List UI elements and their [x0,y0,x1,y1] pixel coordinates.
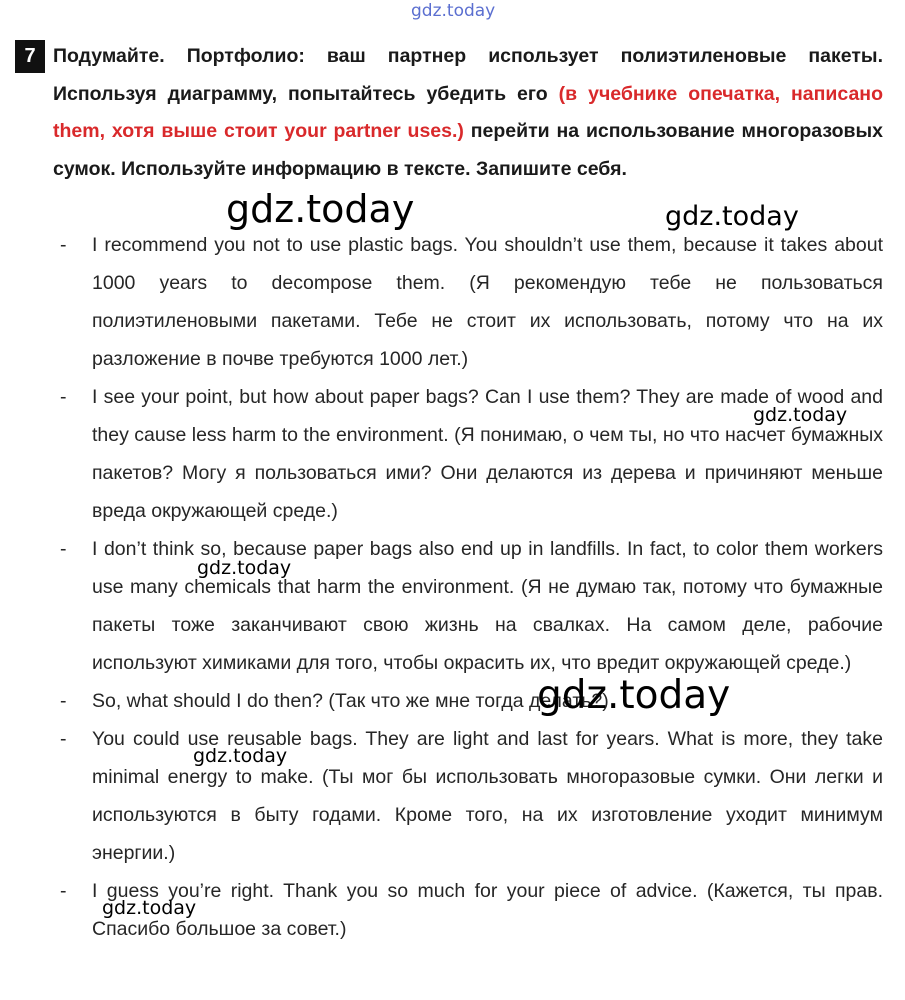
watermark-small: gdz.today [102,897,197,919]
task-text-before: Подумайте. Портфолио: ваш партнер использует полиэтиленовые пакеты. Используя диаграмму, попытайтесь убедить его [53,45,883,105]
watermark-large: gdz.today [226,187,415,231]
watermark-small: gdz.today [197,557,292,579]
dialogue-text: You could use reusable bags. They are light and last for years. What is more, they take minimal energy to make. (Ты мог бы использовать многоразовые сумки. Они легки и используются в быту годами. Кроме того, на их изготовление уходит минимум энергии.) [92,728,883,864]
watermark-medium: gdz.today [665,201,799,232]
watermark-top: gdz.today [411,1,496,21]
watermark-small: gdz.today [753,404,848,426]
dialogue-text: So, what should I do then? (Так что же мне тогда делать?) [92,690,609,712]
dialogue-dash: - [60,728,67,750]
dialogue-text: I see your point, but how about paper bags? Can I use them? They are made of wood and they cause less harm to the environment. (Я понимаю, о чем ты, но что насчет бумажных пакетов? Могу я пользоваться ими? Они делаются из дерева и причиняют меньше вреда окружающей среде.) [92,386,883,522]
watermark-small: gdz.today [193,745,288,767]
task-number-badge: 7 [15,40,45,73]
dialogue-dash: - [60,538,67,560]
dialogue-line [0,378,883,530]
dialogue-list [0,226,905,948]
dialogue-text: I recommend you not to use plastic bags. You shouldn’t use them, because it takes about 1000 years to decompose them. (Я рекомендую тебе не пользоваться полиэтиленовыми пакетами. Тебе не стоит их использовать, потому что на их разложение в почве требуются 1000 лет.) [92,234,883,370]
dialogue-line [0,720,883,872]
task-text-after: перейти на использование многоразовых сумок. Используйте информацию в тексте. Запишите себя. [53,120,883,180]
typo-note: (в учебнике опечатка, написано them, хотя выше стоит your partner uses.) [53,82,883,142]
dialogue-line [0,530,883,682]
task-instructions [53,38,883,188]
dialogue-dash: - [60,690,67,712]
dialogue-line [0,226,883,378]
dialogue-text: I guess you’re right. Thank you so much for your piece of advice. (Кажется, ты прав. Спасибо большое за совет.) [92,880,883,940]
dialogue-dash: - [60,234,67,256]
dialogue-dash: - [60,880,67,902]
watermark-large: gdz.today [537,673,731,718]
dialogue-line [0,682,883,720]
dialogue-text: I don’t think so, because paper bags also end up in landfills. In fact, to color them workers use many chemicals that harm the environment. (Я не думаю так, потому что бумажные пакеты тоже заканчивают свою жизнь на свалках. На самом деле, рабочие используют химиками для того, чтобы окрасить их, что вредит окружающей среде.) [92,538,883,674]
dialogue-dash: - [60,386,67,408]
